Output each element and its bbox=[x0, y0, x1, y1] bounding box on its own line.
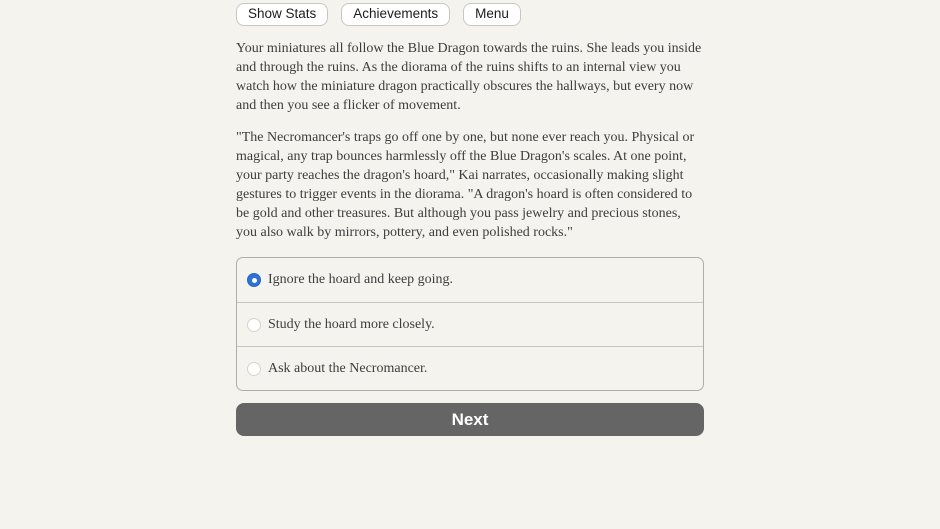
choices-group bbox=[236, 257, 704, 391]
next-button[interactable]: Next bbox=[236, 403, 704, 436]
toolbar bbox=[236, 3, 704, 26]
story-paragraph-1: Your miniatures all follow the Blue Dragon towards the ruins. She leads you inside and through the ruins. As the diorama of the ruins shifts to an internal view you watch how the miniature dragon practically obscures the hallways, but every now and then you see a flicker of movement. bbox=[236, 41, 702, 113]
show-stats-button[interactable]: Show Stats bbox=[236, 3, 328, 26]
choice-label: Ask about the Necromancer. bbox=[268, 360, 428, 376]
choice-option-ignore-hoard[interactable] bbox=[237, 258, 703, 302]
radio-button-icon[interactable] bbox=[247, 318, 261, 332]
choice-option-ask-necromancer[interactable] bbox=[237, 346, 703, 390]
achievements-button[interactable]: Achievements bbox=[341, 3, 450, 26]
radio-button-icon[interactable] bbox=[247, 362, 261, 376]
choice-label: Study the hoard more closely. bbox=[268, 316, 435, 332]
choice-option-study-hoard[interactable] bbox=[237, 302, 703, 346]
menu-button[interactable]: Menu bbox=[463, 3, 521, 26]
story-text bbox=[236, 39, 704, 242]
game-page bbox=[236, 0, 704, 436]
story-paragraph-2: "The Necromancer's traps go off one by one, but none ever reach you. Physical or magical, any trap bounces harmlessly off the Blue Dragon's scales. At one point, your party reaches the dragon's hoard," Kai narrates, occasionally making slight gestures to trigger events in the diorama. "A dragon's hoard is often considered to be gold and other treasures. But although you pass jewelry and precious stones, you also walk by mirrors, pottery, and even polished rocks." bbox=[236, 130, 695, 240]
choice-label: Ignore the hoard and keep going. bbox=[268, 272, 454, 287]
radio-button-icon[interactable] bbox=[247, 273, 261, 287]
